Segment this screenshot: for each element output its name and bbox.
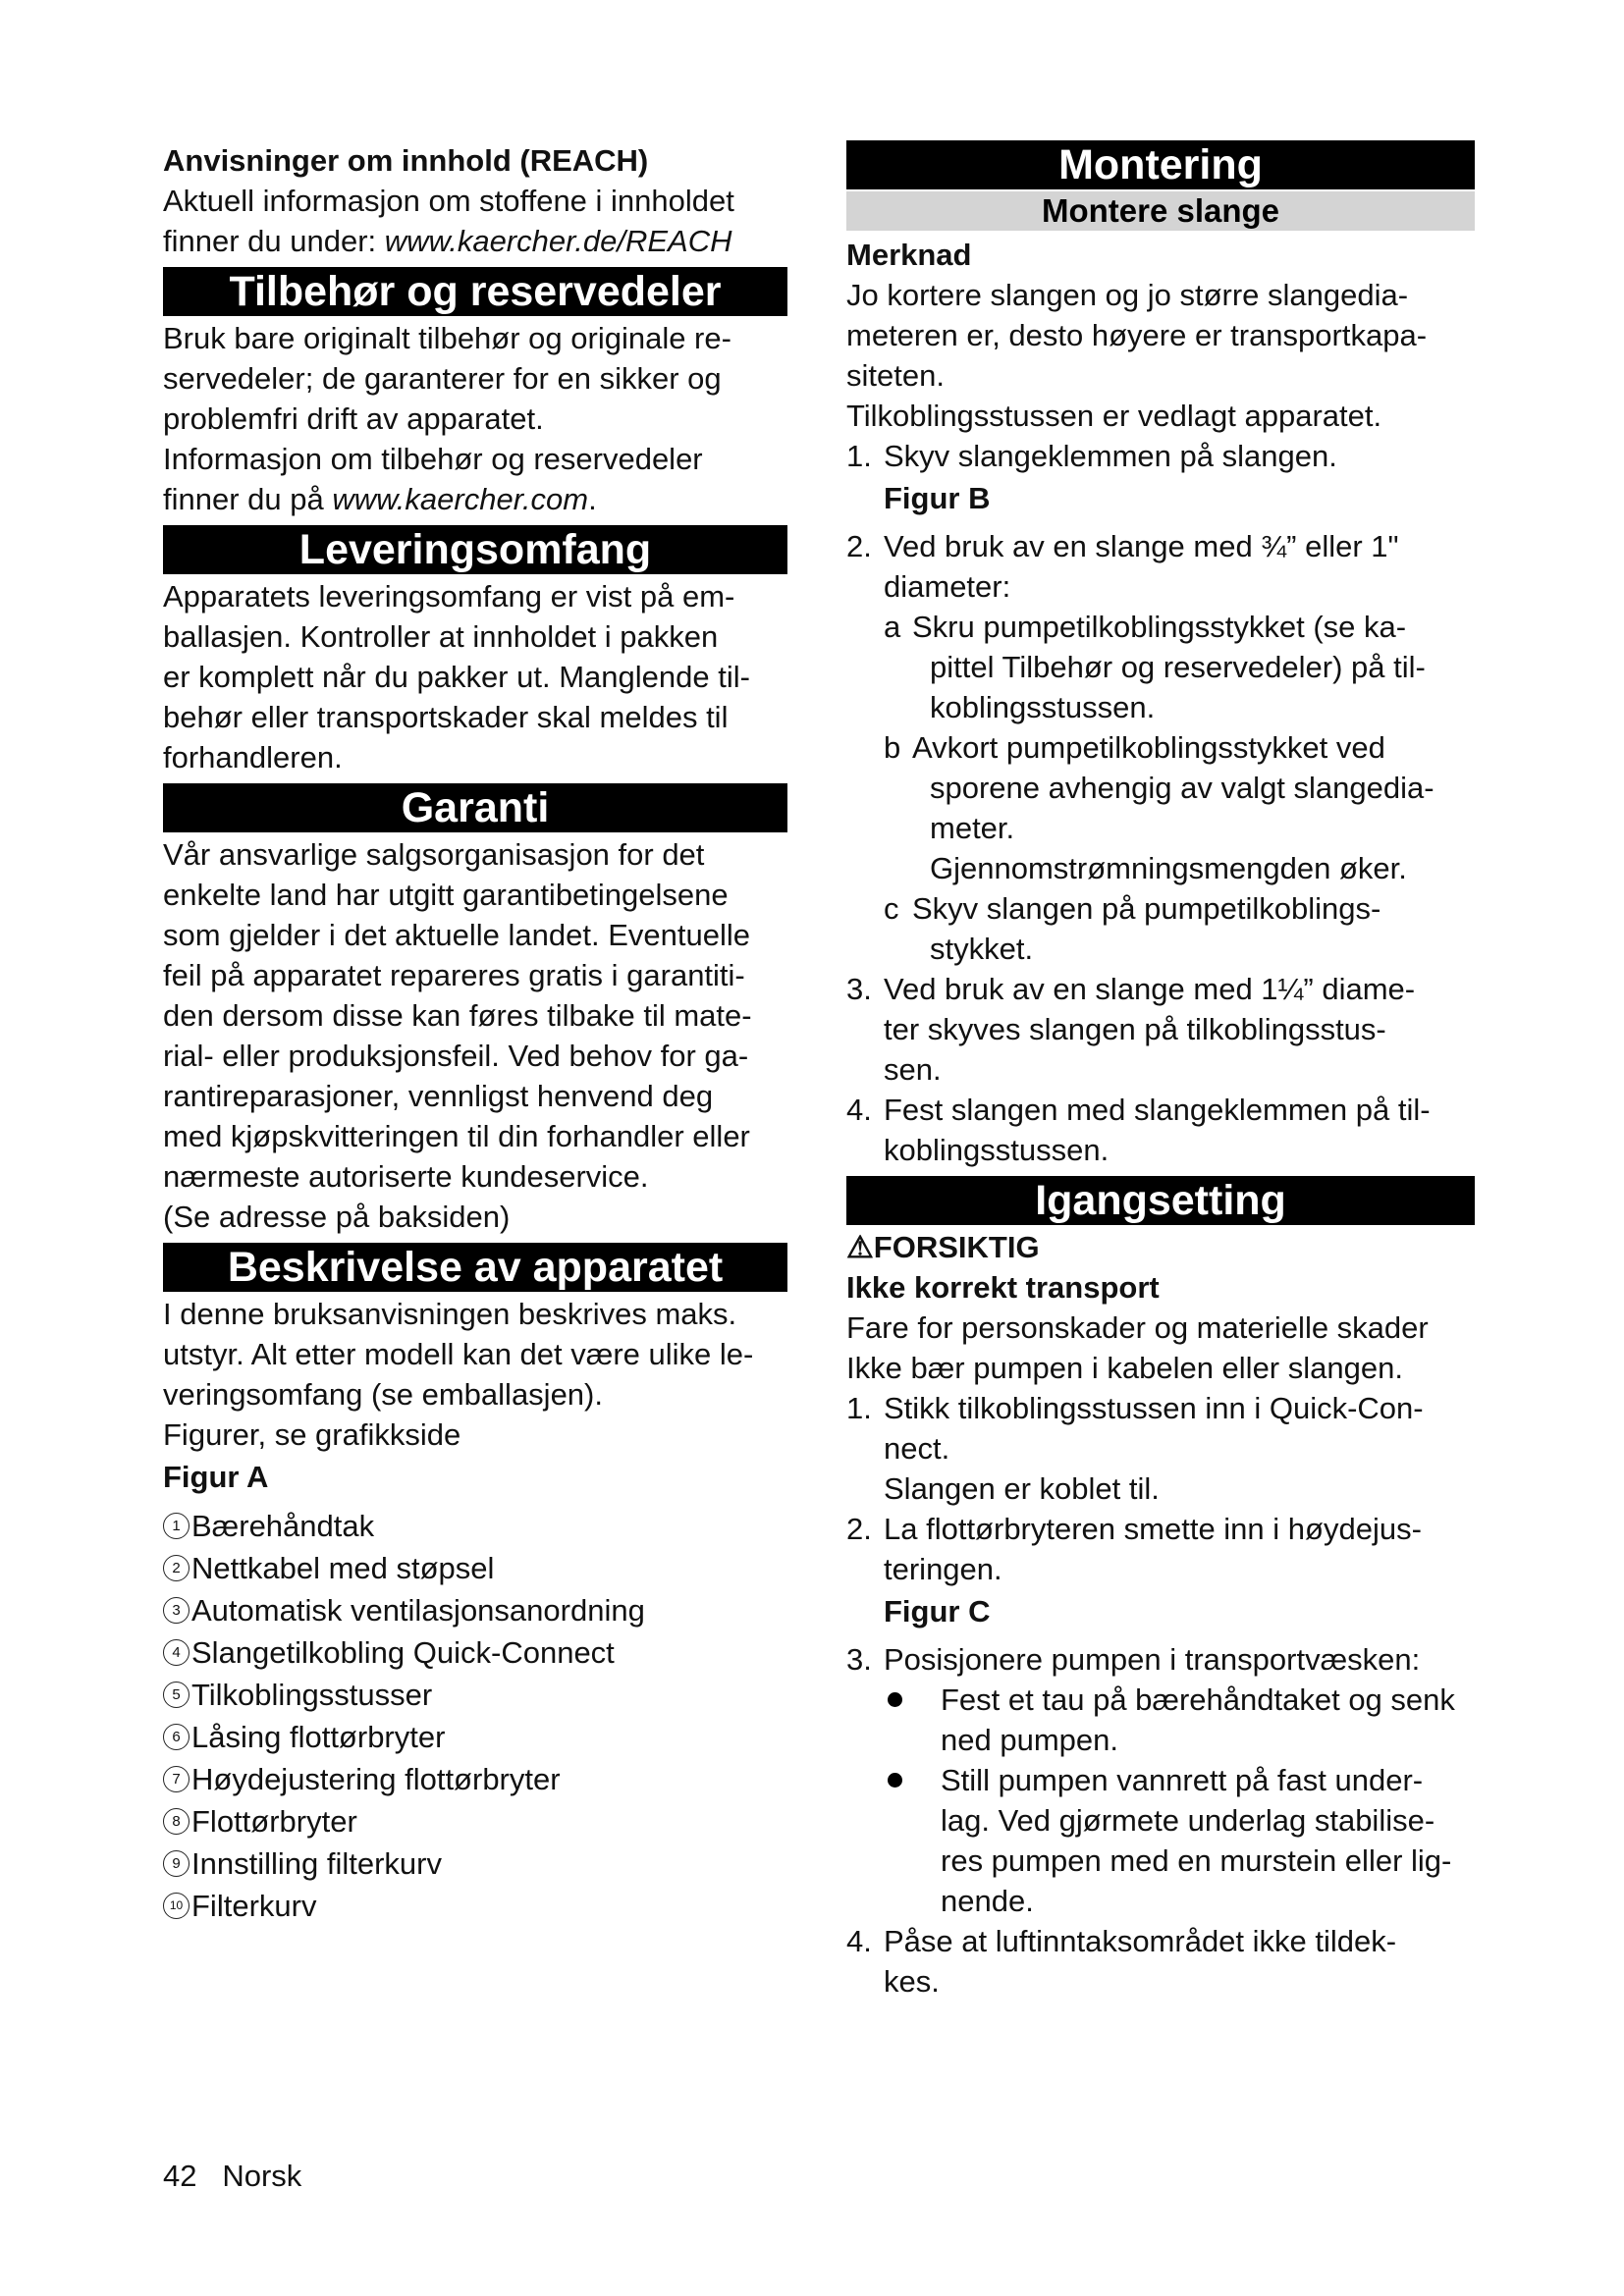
footer-language: Norsk [222, 2159, 302, 2193]
number-circle-icon: 10 [163, 1893, 189, 1919]
warranty-line: rantireparasjoner, vennligst henvend deg [163, 1079, 714, 1113]
list-item [163, 1674, 787, 1716]
delivery-line: er komplett når du pakker ut. Manglende til- [163, 660, 750, 694]
list-item [163, 1885, 787, 1927]
bullet-text: res pumpen med en murstein eller lig- [941, 1843, 1452, 1878]
step-text: sen. [884, 1052, 942, 1087]
bullet-text: Still pumpen vannrett på fast under- [941, 1763, 1424, 1797]
step-1 [846, 436, 1475, 476]
bullet-text: lag. Ved gjørmete underlag stabilise- [941, 1803, 1435, 1838]
step-text: nect. [884, 1431, 950, 1466]
step-2 [846, 526, 1475, 607]
accessories-line-last [163, 479, 787, 519]
accessories-line: Bruk bare originalt tilbehør og originale re- [163, 321, 731, 355]
list-item [163, 1589, 787, 1631]
number-circle-icon: 5 [163, 1682, 189, 1708]
warranty-line: den dersom disse kan føres tilbake til mate- [163, 998, 752, 1033]
list-item [163, 1547, 787, 1589]
step-number: 1. [846, 1391, 872, 1425]
warranty-line: som gjelder i det aktuelle landet. Eventuelle [163, 918, 750, 952]
step-3 [846, 969, 1475, 1090]
description-line: utstyr. Alt etter modell kan det være ulike le- [163, 1337, 754, 1371]
bullet-item [846, 1680, 1475, 1760]
step-text: Ved bruk av en slange med 1¼” diame- [884, 972, 1416, 1006]
startup-step-3 [846, 1639, 1475, 1680]
substep-letter: b [884, 730, 901, 765]
subsection-title-hose: Montere slange [846, 191, 1475, 231]
substep-letter: c [884, 891, 899, 926]
substep-text: Skyv slangen på pumpetilkoblings- [912, 891, 1381, 926]
accessories-link[interactable]: www.kaercher.com [332, 482, 589, 516]
delivery-line: forhandleren. [163, 740, 343, 774]
figure-a-label: Figur A [163, 1460, 269, 1494]
accessories-suffix: . [588, 482, 597, 516]
substep-text: Gjennomstrømningsmengden øker. [930, 851, 1407, 885]
step-text: koblingsstussen. [884, 1133, 1110, 1167]
delivery-line: behør eller transportskader skal meldes til [163, 700, 729, 734]
step-text: Påse at luftinntaksområdet ikke tildek- [884, 1924, 1397, 1958]
note-line: siteten. [846, 358, 945, 393]
step-number: 4. [846, 1924, 872, 1958]
substep-letter: a [884, 610, 901, 644]
bullet-icon [884, 1680, 941, 1760]
warranty-line: feil på apparatet repareres gratis i garantiti- [163, 958, 745, 992]
list-item [163, 1758, 787, 1800]
warranty-line: rial- eller produksjonsfeil. Ved behov for ga- [163, 1039, 749, 1073]
accessories-line: servedeler; de garanterer for en sikker og [163, 361, 722, 396]
warranty-line: Vår ansvarlige salgsorganisasjon for det [163, 837, 705, 872]
description-line: I denne bruksanvisningen beskrives maks. [163, 1297, 737, 1331]
reach-text-line2 [163, 221, 787, 261]
note-line: Tilkoblingsstussen er vedlagt apparatet. [846, 399, 1382, 433]
step-4 [846, 1090, 1475, 1170]
section-title-delivery: Leveringsomfang [163, 525, 787, 574]
warning-triangle-icon: ⚠ [846, 1230, 874, 1264]
list-item [163, 1631, 787, 1674]
bullet-item [846, 1760, 1475, 1921]
caution-label [846, 1227, 1475, 1267]
step-text: ter skyves slangen på tilkoblingsstus- [884, 1012, 1386, 1046]
warranty-line: (Se adresse på baksiden) [163, 1200, 511, 1234]
right-column [846, 140, 1475, 2002]
step-text: Ved bruk av en slange med ¾” eller 1" [884, 529, 1399, 563]
section-title-accessories: Tilbehør og reservedeler [163, 267, 787, 316]
step-text: Skyv slangeklemmen på slangen. [884, 439, 1337, 473]
reach-link[interactable]: www.kaercher.de/REACH [384, 224, 732, 258]
step-text: Slangen er koblet til. [884, 1471, 1160, 1506]
step-text: Fest slangen med slangeklemmen på til- [884, 1093, 1431, 1127]
part-label: Tilkoblingsstusser [191, 1678, 433, 1712]
figure-b-label: Figur B [884, 481, 991, 515]
step-number: 1. [846, 439, 872, 473]
step-number: 2. [846, 1512, 872, 1546]
part-label: Flottørbryter [191, 1804, 357, 1839]
section-title-warranty: Garanti [163, 783, 787, 832]
startup-step-4 [846, 1921, 1475, 2002]
warranty-line: nærmeste autoriserte kundeservice. [163, 1159, 649, 1194]
part-label: Høydejustering flottørbryter [191, 1762, 561, 1796]
section-title-assembly: Montering [846, 140, 1475, 189]
caution-line: Ikke bær pumpen i kabelen eller slangen. [846, 1351, 1403, 1385]
note-line: meteren er, desto høyere er transportkapa- [846, 318, 1428, 352]
part-label: Automatisk ventilasjonsanordning [191, 1593, 645, 1628]
page-number: 42 [163, 2159, 197, 2193]
number-circle-icon: 2 [163, 1555, 189, 1581]
number-circle-icon: 4 [163, 1639, 189, 1666]
reach-text-prefix: finner du under: [163, 224, 385, 258]
note-heading: Merknad [846, 238, 972, 272]
accessories-line: Informasjon om tilbehør og reservedeler [163, 442, 703, 476]
caution-line: Fare for personskader og materielle skader [846, 1310, 1429, 1345]
warranty-line: med kjøpskvitteringen til din forhandler eller [163, 1119, 750, 1153]
step-text: teringen. [884, 1552, 1002, 1586]
bullet-text: ned pumpen. [941, 1723, 1118, 1757]
note-line: Jo kortere slangen og jo større slangedia- [846, 278, 1409, 312]
number-circle-icon: 6 [163, 1724, 189, 1750]
substep-text: koblingsstussen. [930, 690, 1156, 724]
substep-c [846, 888, 1475, 969]
delivery-line: ballasjen. Kontroller at innholdet i pakken [163, 619, 719, 654]
caution-text: FORSIKTIG [873, 1230, 1040, 1264]
delivery-line: Apparatets leveringsomfang er vist på em- [163, 579, 735, 614]
accessories-line: problemfri drift av apparatet. [163, 401, 544, 436]
left-column [163, 140, 787, 1927]
reach-heading: Anvisninger om innhold (REACH) [163, 143, 649, 178]
reach-text: Aktuell informasjon om stoffene i innholdet [163, 184, 734, 218]
section-title-startup: Igangsetting [846, 1176, 1475, 1225]
caution-heading: Ikke korrekt transport [846, 1270, 1160, 1305]
accessories-prefix: finner du på [163, 482, 333, 516]
description-line: Figurer, se grafikkside [163, 1417, 461, 1452]
startup-step-2 [846, 1509, 1475, 1589]
list-item [163, 1842, 787, 1885]
step-number: 3. [846, 1642, 872, 1677]
part-label: Nettkabel med støpsel [191, 1551, 495, 1585]
substep-a [846, 607, 1475, 727]
step-text: La flottørbryteren smette inn i høydejus- [884, 1512, 1422, 1546]
substep-text: meter. [930, 811, 1015, 845]
startup-step-1 [846, 1388, 1475, 1509]
step-text: kes. [884, 1964, 940, 1999]
part-label: Innstilling filterkurv [191, 1846, 442, 1881]
part-label: Låsing flottørbryter [191, 1720, 446, 1754]
page-footer [163, 2156, 301, 2196]
part-label: Slangetilkobling Quick-Connect [191, 1635, 615, 1670]
step-text: diameter: [884, 569, 1011, 604]
bullet-text: nende. [941, 1884, 1034, 1918]
number-circle-icon: 1 [163, 1513, 189, 1539]
step-number: 4. [846, 1093, 872, 1127]
substep-text: pittel Tilbehør og reservedeler) på til- [930, 650, 1426, 684]
list-item [163, 1800, 787, 1842]
list-item [163, 1716, 787, 1758]
bullet-text: Fest et tau på bærehåndtaket og senk [941, 1682, 1455, 1717]
substep-text: Avkort pumpetilkoblingsstykket ved [912, 730, 1385, 765]
step-text: Posisjonere pumpen i transportvæsken: [884, 1642, 1421, 1677]
step-number: 3. [846, 972, 872, 1006]
number-circle-icon: 8 [163, 1808, 189, 1835]
parts-list [163, 1505, 787, 1927]
number-circle-icon: 7 [163, 1766, 189, 1792]
list-item [163, 1505, 787, 1547]
substep-text: stykket. [930, 932, 1034, 966]
warranty-line: enkelte land har utgitt garantibetingelsene [163, 878, 729, 912]
description-line: veringsomfang (se emballasjen). [163, 1377, 603, 1412]
substep-text: sporene avhengig av valgt slangedia- [930, 771, 1435, 805]
part-label: Bærehåndtak [191, 1509, 375, 1543]
step-number: 2. [846, 529, 872, 563]
number-circle-icon: 9 [163, 1850, 189, 1877]
section-title-description: Beskrivelse av apparatet [163, 1243, 787, 1292]
bullet-icon [884, 1760, 941, 1921]
substep-b [846, 727, 1475, 888]
part-label: Filterkurv [191, 1889, 317, 1923]
substep-text: Skru pumpetilkoblingsstykket (se ka- [912, 610, 1407, 644]
step-text: Stikk tilkoblingsstussen inn i Quick-Con- [884, 1391, 1424, 1425]
figure-c-label: Figur C [884, 1594, 991, 1629]
number-circle-icon: 3 [163, 1597, 189, 1624]
